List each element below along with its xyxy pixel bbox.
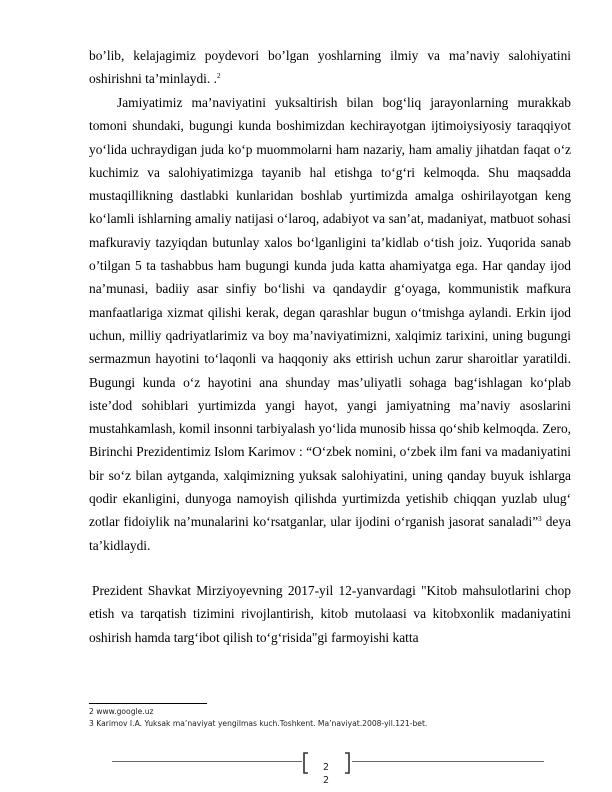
paragraph-2-tail: deya ta’kidlaydi. (89, 514, 571, 553)
footer-rule-right (352, 761, 544, 762)
footnote-ref-3[interactable]: 3 (538, 515, 542, 524)
paragraph-2-text: Jamiyatimiz ma’naviyatini yuksaltirish bilan bog‘liq jarayonlarning murakkab tomoni shundaki, bugungi kunda boshimizdan kechirayotgan ijtimoiysiyosiy taraqqiyot yo‘lida uchraydigan juda ko‘p muommolarni ham nazariy, ham amaliy jihatdan faqat o‘z kuchimiz va salohiyatimizga tayanib hal etishga to‘g‘ri kelmoqda. Shu maqsadda mustaqillikning dastlabki kunlaridan boshlab yurtimizda amalga oshirilayotgan keng ko‘lamli ishlarning amaliy natijasi o‘laroq, adabiyot va san’at, madaniyat, matbuot sohasi mafkuraviy tazyiqdan butunlay xalos bo‘lganligini ta’kidlab o‘tish joiz. Yuqorida sanab o’tilgan 5 ta tashabbus ham bugungi kunda juda katta ahamiyatga ega. Har qanday ijod na’munasi, badiiy asar sinfiy bo‘lishi va qandaydir g‘oyaga, kommunistik mafkura manfaatlariga xizmat qilishi kerak, degan qarashlar bugun o‘tmishga aylandi. Erkin ijod uchun, milliy qadriyatlarimiz va boy ma’naviyatimizni, xalqimiz tarixini, uning bugungi sermazmun hayotini to‘laqonli va haqqoniy aks ettirish uchun zarur sharoitlar yaratildi. Bugungi kunda o‘z hayotini ana shunday mas’uliyatli sohaga bag‘ishlagan ko‘plab iste’dod sohiblari yurtimizda yangi hayot, yangi jamiyatning ma’naviy asoslarini mustahkamlash, komil insonni tarbiyalash yo‘lida munosib hissa qo‘shib kelmoqda. Zero, Birinchi Prezidentimiz Islom Karimov : “O‘zbek nomini, o‘zbek ilm fani va madaniyatini bir so‘z bilan aytganda, xalqimizning yuksak salohiyatini, uning qanday buyuk ishlarga qodir ekanligini, dunyoga namoyish qilishda yurtimizda yetishib chiqqan yuzlab ulug‘ zotlar fidoiylik na’munalarini ko‘rsatganlar, ular ijodini o‘rganish jasorat sanaladi” (89, 95, 571, 530)
left-bracket-icon (301, 752, 309, 774)
body-paragraph-2 (89, 91, 571, 557)
page-number-top: 2 (322, 762, 330, 773)
body-paragraph-3: Prezident Shavkat Mirziyoyevning 2017-yil 12-yanvardagi "Kitob mahsulotlarini chop etish va tarqatish tizimini rivojlantirish, kitob mutolaasi va kitobxonlik madaniyatini oshirish hamda targ‘ibot qilish to‘g‘risida"gi farmoyishi katta (89, 583, 571, 645)
footnote-ref-2[interactable]: 2 (216, 72, 221, 81)
footnote-2: 2 www.google.uz (89, 707, 154, 716)
footnotes (89, 706, 571, 730)
footer-rule-left (112, 761, 302, 762)
paragraph-1-text: bo’lib, kelajagimiz poydevori bo’lgan yoshlarning ilmiy va ma’naviy salohiyatini oshirishni ta’minlaydi. . (89, 48, 571, 87)
footnote-separator (89, 703, 207, 704)
right-bracket-icon (344, 752, 352, 774)
page-number-bottom: 2 (322, 775, 330, 786)
body-paragraph-1 (89, 44, 571, 91)
footnote-3: 3 Karimov I.A. Yuksak ma’naviyat yengilmas kuch.Toshkent. Ma’naviyat.2008-yil.121-bet. (89, 719, 428, 728)
page-number (316, 761, 336, 787)
